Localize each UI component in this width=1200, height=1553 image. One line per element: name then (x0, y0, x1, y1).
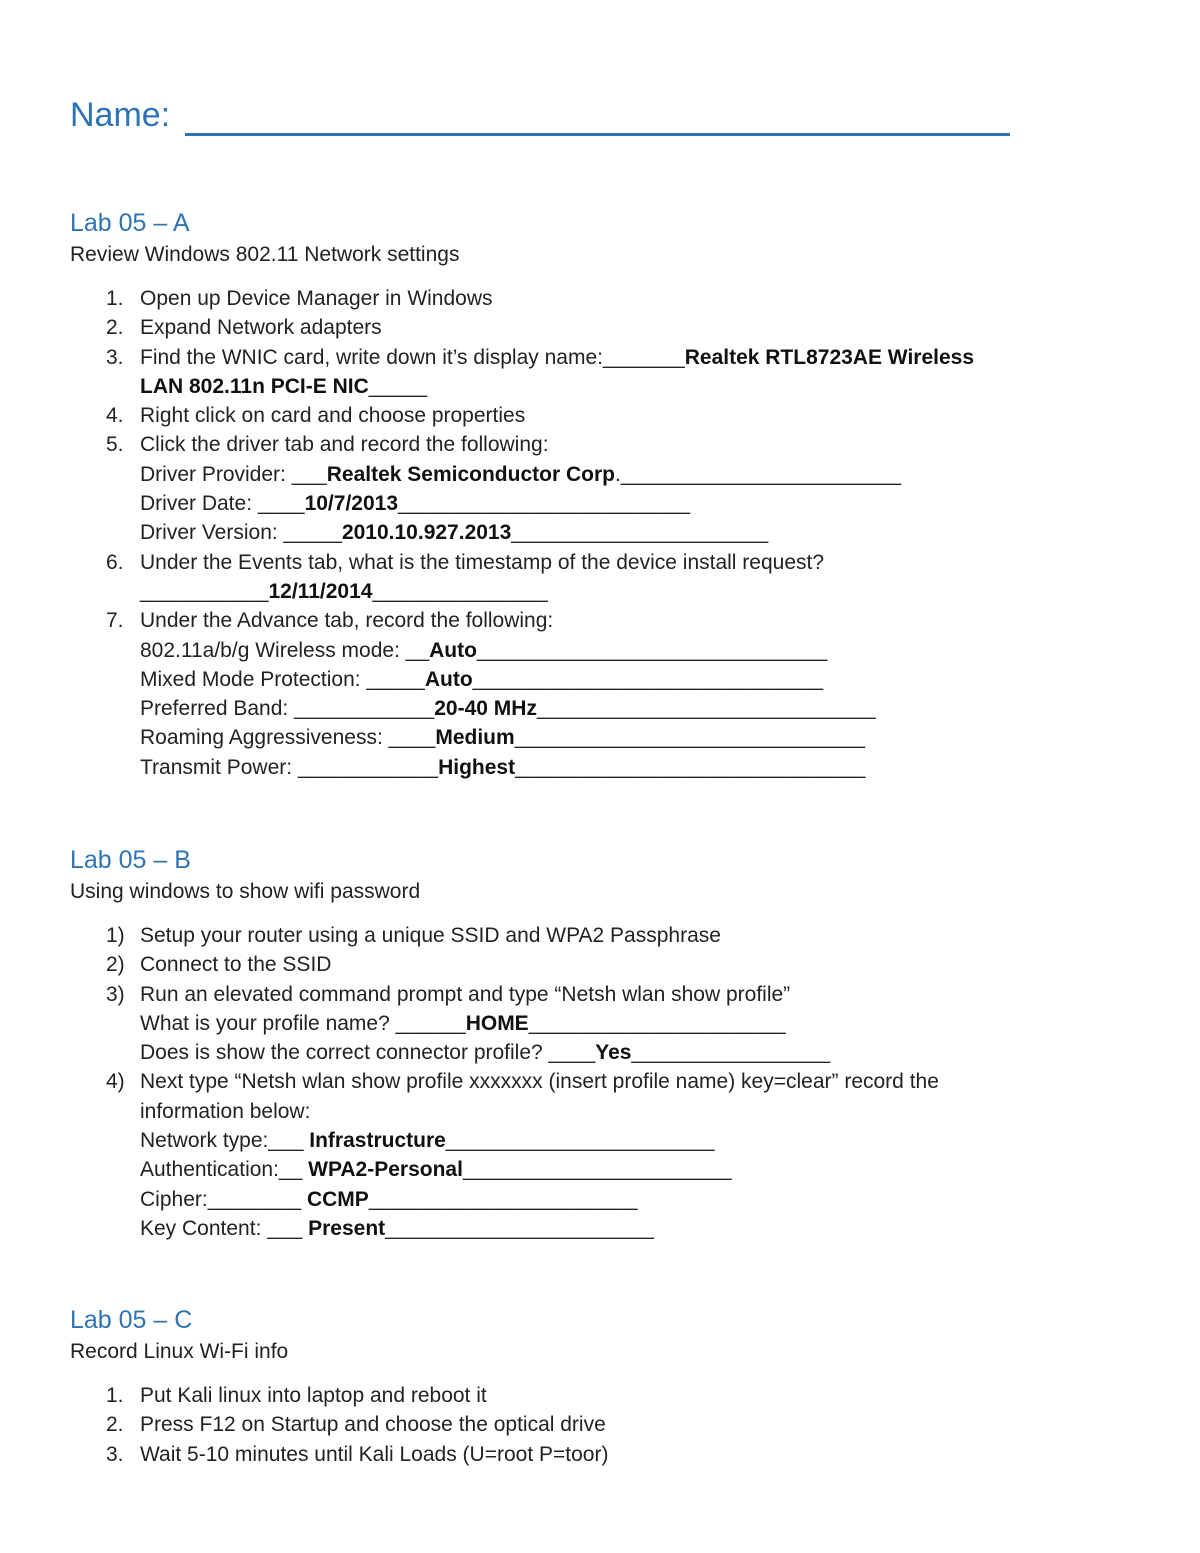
answer-text: Auto (424, 667, 473, 691)
field-label: Key Content: ___ (140, 1216, 309, 1240)
step-text: Under the Advance tab, record the following: (140, 609, 554, 633)
field-row (140, 1126, 1130, 1155)
field-label: Network type:___ (140, 1129, 310, 1153)
list-item (70, 1381, 1130, 1410)
answer-text: Highest (438, 755, 516, 779)
lab-a-subtitle: Review Windows 802.11 Network settings (70, 243, 460, 266)
step-text: Setup your router using a unique SSID and WPA2 Passphrase (140, 924, 721, 947)
step-number: 4) (106, 1070, 125, 1094)
field-row (140, 636, 1130, 665)
step-number: 2. (106, 1413, 124, 1437)
list-item (70, 313, 1130, 342)
answer-text: LAN 802.11n PCI-E NIC (140, 374, 369, 398)
field-row (140, 1038, 1130, 1067)
name-blank-line (185, 133, 1010, 136)
list-item (70, 284, 1130, 313)
answer-text: Realtek RTL8723AE Wireless (684, 345, 975, 369)
lab-c-section (70, 1305, 1130, 1469)
field-row (140, 577, 1130, 606)
step-number: 2) (106, 953, 125, 977)
lab-b-subtitle: Using windows to show wifi password (70, 880, 421, 903)
field-row (140, 694, 1130, 723)
field-row (140, 1185, 1130, 1214)
answer-text: Realtek Semiconductor Corp (326, 462, 615, 486)
step-number: 1. (106, 1384, 124, 1407)
field-label: Preferred Band: ____________ (140, 697, 435, 721)
step-text: Expand Network adapters (140, 316, 382, 340)
field-row (140, 753, 1130, 782)
field-row (140, 723, 1130, 752)
name-field-row (70, 95, 1020, 139)
answer-text: Present (308, 1216, 386, 1240)
step-number: 3. (106, 345, 124, 369)
field-label: Mixed Mode Protection: _____ (140, 667, 425, 691)
field-label: What is your profile name? ______ (140, 1011, 466, 1035)
list-item (70, 548, 1130, 607)
field-label: Driver Date: ____ (140, 492, 305, 516)
blank-line: _______________________ (462, 1158, 732, 1182)
answer-text: 2010.10.927.2013 (341, 521, 512, 545)
step-text: Click the driver tab and record the following: (140, 433, 549, 457)
step-number: 3) (106, 982, 125, 1006)
field-row (140, 460, 1130, 489)
answer-text: Medium (435, 726, 515, 750)
blank-line: _______________ (372, 579, 548, 603)
lab-c-heading: Lab 05 – C (70, 1306, 193, 1334)
step-text: Press F12 on Startup and choose the optical drive (140, 1413, 606, 1437)
blank-line: ______________________________ (476, 638, 828, 662)
list-item (70, 980, 1130, 1068)
step-number: 1. (106, 287, 124, 310)
step-text: Open up Device Manager in Windows (140, 287, 493, 310)
field-label: Driver Provider: ___ (140, 462, 327, 486)
step-number: 7. (106, 609, 124, 633)
lab-a-section (70, 208, 1130, 782)
step-number: 4. (106, 404, 124, 428)
name-label: Name: (70, 96, 171, 134)
lab-b-section (70, 845, 1130, 1243)
answer-text: 10/7/2013 (304, 492, 399, 516)
step-number: 1) (106, 924, 125, 947)
field-row (140, 1214, 1130, 1243)
blank-line: ______________________________ (515, 755, 866, 779)
step-number: 5. (106, 433, 124, 457)
field-label: Cipher:________ (140, 1187, 307, 1211)
lab-a-steps (70, 284, 1130, 782)
field-label: Transmit Power: ____________ (140, 755, 439, 779)
step-text: Find the WNIC card, write down it’s display name:_______ (140, 345, 685, 369)
step-text: information below: (140, 1099, 311, 1123)
lab-b-heading: Lab 05 – B (70, 846, 191, 874)
step-text: Wait 5-10 minutes until Kali Loads (U=root P=toor) (140, 1442, 609, 1466)
answer-text: 20-40 MHz (434, 697, 537, 721)
blank-line: ______________________ (528, 1011, 786, 1035)
field-row (140, 665, 1130, 694)
field-label: Driver Version: _____ (140, 521, 342, 545)
step-text: Put Kali linux into laptop and reboot it (140, 1384, 487, 1407)
lab-a-heading: Lab 05 – A (70, 209, 190, 237)
step-text: Run an elevated command prompt and type “Netsh wlan show profile” (140, 982, 791, 1006)
blank-line: _________________________ (398, 492, 690, 516)
list-item (70, 1067, 1130, 1243)
field-label: Roaming Aggressiveness: ____ (140, 726, 436, 750)
field-row (140, 518, 1130, 547)
blank-line: _____________________________ (536, 697, 876, 721)
blank-line: ______________________ (511, 521, 769, 545)
step-number: 6. (106, 550, 124, 574)
blank-line: _____ (368, 374, 428, 398)
step-text: Connect to the SSID (140, 953, 332, 977)
lab-c-subtitle: Record Linux Wi-Fi info (70, 1340, 289, 1363)
blank-line: _______________________ (445, 1129, 715, 1153)
field-row (140, 1155, 1130, 1184)
blank-line: .________________________ (614, 462, 902, 486)
field-label: Authentication:__ (140, 1158, 309, 1182)
step-text: Under the Events tab, what is the timestamp of the device install request? (140, 550, 825, 574)
blank-line: ______________________________ (514, 726, 866, 750)
list-item (70, 921, 1130, 950)
list-item (70, 343, 1130, 402)
list-item (70, 401, 1130, 430)
field-label: 802.11a/b/g Wireless mode: __ (140, 638, 430, 662)
answer-text: CCMP (306, 1187, 369, 1211)
blank-line: _______________________ (368, 1187, 638, 1211)
field-label: Does is show the correct connector profile? ____ (140, 1041, 596, 1065)
list-item (70, 1410, 1130, 1439)
list-item (70, 606, 1130, 782)
blank-line: _________________ (631, 1041, 831, 1065)
list-item (70, 430, 1130, 547)
step-text: Right click on card and choose properties (140, 404, 526, 428)
answer-text: Infrastructure (309, 1129, 446, 1153)
step-number: 3. (106, 1442, 124, 1466)
list-item (70, 950, 1130, 979)
answer-text: 12/11/2014 (268, 579, 373, 603)
answer-text: Yes (595, 1041, 632, 1065)
step-text: Next type “Netsh wlan show profile xxxxxxx (insert profile name) key=clear” record the (140, 1070, 939, 1094)
blank-line: ______________________________ (472, 667, 824, 691)
list-item (70, 1440, 1130, 1469)
blank-line: _______________________ (385, 1216, 654, 1240)
lab-b-steps (70, 921, 1130, 1243)
field-row (140, 1009, 1130, 1038)
blank-line: ___________ (140, 579, 269, 603)
step-number: 2. (106, 316, 124, 340)
field-row (140, 489, 1130, 518)
answer-text: Auto (429, 638, 477, 662)
lab-c-steps (70, 1381, 1130, 1469)
answer-text: WPA2-Personal (308, 1158, 463, 1182)
answer-text: HOME (465, 1011, 529, 1035)
